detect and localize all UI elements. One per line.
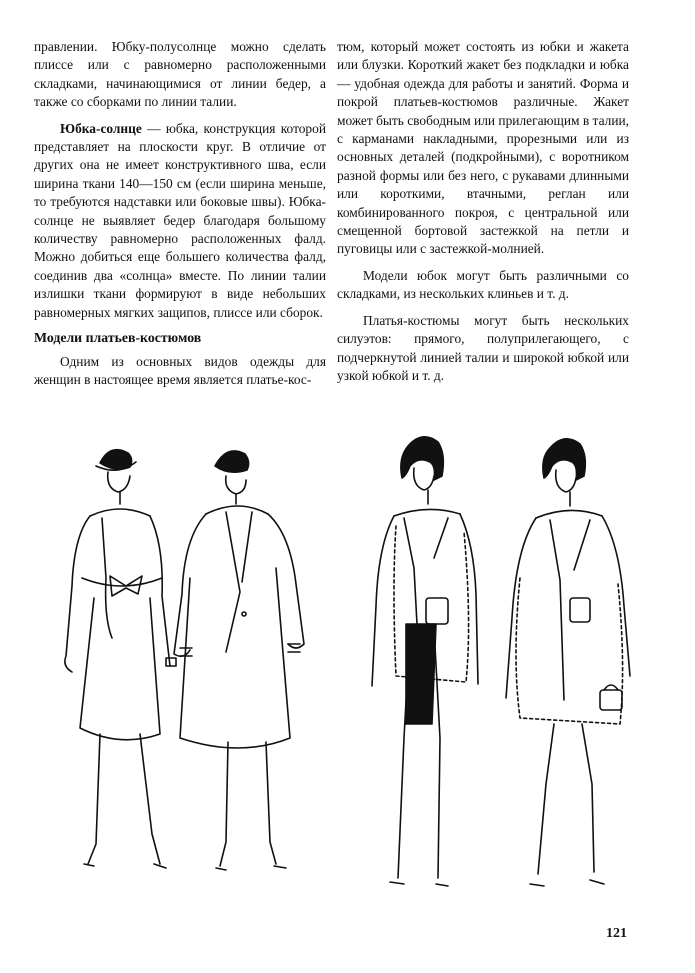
right-paragraph-2: Модели юбок могут быть различными со складками, из нескольких клиньев и т. д. bbox=[337, 267, 629, 302]
right-paragraph-3: Платья-костюмы могут быть нескольких силуэтов: прямого, полуприлегающего, с подчеркнутой линией талии и широкой юбкой или узкой юбкой и т. д. bbox=[337, 312, 629, 383]
figure-3 bbox=[372, 437, 478, 886]
section-heading: Модели платьев-костюмов bbox=[34, 330, 202, 346]
term-yubka-solntse: Юбка-солнце bbox=[60, 120, 142, 136]
left-paragraph-3: Одним из основных видов одежды для женщин в настоящее время является платье-кос- bbox=[34, 353, 326, 387]
right-column bbox=[337, 38, 629, 385]
left-paragraph-2-text: — юбка, конструкция которой представляет на плоскости круг. В отличие от других она не имеет конструктивного шва, если ширина ткани 140—150 см (если ширина меньше, то требуются надставки или боковые швы). Юбка-солнце не выявляет бедер благодаря большому количеству равномерно расположенных фалд. Можно добиться еще большего количества фалд, соединив два «солнца» вместе. По линии талии излишки ткани формируют в виде небольших равномерных мягких защипов, плиссе или сборок. bbox=[34, 120, 326, 320]
left-paragraph-2 bbox=[34, 120, 326, 322]
figure-4 bbox=[506, 439, 630, 886]
right-paragraph-1: тюм, который может состоять из юбки и жакета или блузки. Короткий жакет без подкладки и юбка — удобная одежда для работы и занятий. Форма и покрой платьев-костюмов различные. Жакет может быть свободным или прилегающим в талии, с карманами накладными, прорезными или из основных деталей (подкройными), с воротником разной формы или без него, с рукавами длинными или короткими, втачными, реглан или комбинированного покроя, с центральной или смещенной бортовой застежкой на петли и пуговицы или с застежкой-молнией. bbox=[337, 39, 629, 257]
figure-1 bbox=[65, 450, 176, 868]
figure-2 bbox=[174, 451, 304, 870]
left-paragraph-1: правлении. Юбку-полусолнце можно сделать плиссе или с равномерно расположенными складками, начинающимися от линии бедер, а также со сборками по линии талии. bbox=[34, 39, 326, 110]
fashion-illustration bbox=[30, 428, 640, 908]
left-column bbox=[34, 38, 326, 389]
fashion-sketches bbox=[30, 428, 640, 908]
page-number: 121 bbox=[606, 926, 627, 941]
